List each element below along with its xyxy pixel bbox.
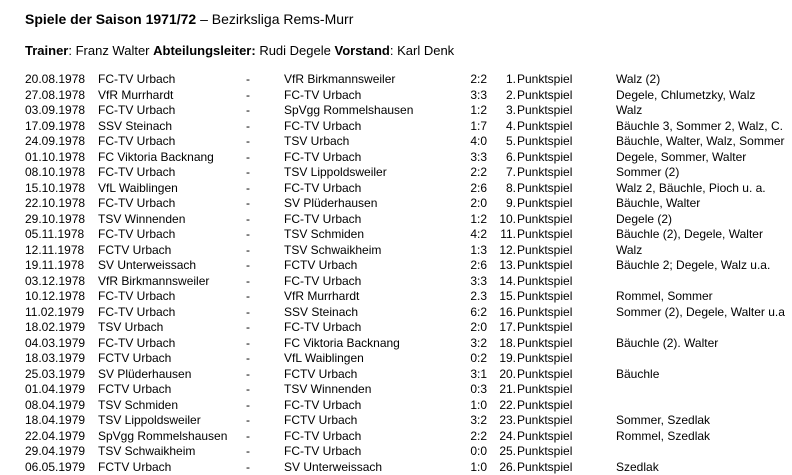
vorstand-name: : Karl Denk <box>390 43 454 58</box>
game-score: 1:3 <box>447 243 487 259</box>
home-team: SV Unterweissach <box>98 258 196 274</box>
round-number: 2. <box>480 88 516 104</box>
game-score: 3:2 <box>447 336 487 352</box>
game-row <box>0 103 792 119</box>
game-row <box>0 119 792 135</box>
home-team: TSV Schmiden <box>98 398 178 414</box>
score-separator: - <box>246 243 250 259</box>
game-row <box>0 413 792 429</box>
leiter-name: Rudi Degele <box>256 43 335 58</box>
home-team: FC Viktoria Backnang <box>98 150 214 166</box>
home-team: TSV Urbach <box>98 320 163 336</box>
game-type: Punktspiel <box>517 274 572 290</box>
away-team: FC Viktoria Backnang <box>284 336 400 352</box>
home-team: SSV Steinach <box>98 119 172 135</box>
game-row <box>0 429 792 445</box>
game-row <box>0 305 792 321</box>
round-number: 25. <box>480 444 516 460</box>
game-type: Punktspiel <box>517 243 572 259</box>
game-date: 08.04.1979 <box>25 398 85 414</box>
home-team: FCTV Urbach <box>98 351 171 367</box>
goal-scorers: Sommer (2), Degele, Walter u.a <box>616 305 785 321</box>
game-type: Punktspiel <box>517 429 572 445</box>
trainer-label: Trainer <box>25 43 68 58</box>
game-score: 4:0 <box>447 134 487 150</box>
game-score: 4:2 <box>447 227 487 243</box>
away-team: SSV Steinach <box>284 305 358 321</box>
game-row <box>0 320 792 336</box>
game-type: Punktspiel <box>517 165 572 181</box>
away-team: FC-TV Urbach <box>284 398 361 414</box>
round-number: 10. <box>480 212 516 228</box>
away-team: FC-TV Urbach <box>284 181 361 197</box>
game-type: Punktspiel <box>517 227 572 243</box>
goal-scorers: Degele, Sommer, Walter <box>616 150 746 166</box>
goal-scorers: Bäuchle <box>616 367 659 383</box>
score-separator: - <box>246 181 250 197</box>
home-team: TSV Winnenden <box>98 212 185 228</box>
game-date: 03.12.1978 <box>25 274 85 290</box>
game-date: 08.10.1978 <box>25 165 85 181</box>
game-row <box>0 196 792 212</box>
game-row <box>0 72 792 88</box>
score-separator: - <box>246 429 250 445</box>
away-team: FCTV Urbach <box>284 258 357 274</box>
game-score: 6:2 <box>447 305 487 321</box>
score-separator: - <box>246 444 250 460</box>
game-type: Punktspiel <box>517 305 572 321</box>
goal-scorers: Szedlak <box>616 460 659 475</box>
round-number: 21. <box>480 382 516 398</box>
round-number: 20. <box>480 367 516 383</box>
game-date: 01.04.1979 <box>25 382 85 398</box>
round-number: 8. <box>480 181 516 197</box>
game-row <box>0 336 792 352</box>
game-date: 10.12.1978 <box>25 289 85 305</box>
goal-scorers: Rommel, Szedlak <box>616 429 710 445</box>
game-score: 0:3 <box>447 382 487 398</box>
game-score: 2:6 <box>447 181 487 197</box>
home-team: FC-TV Urbach <box>98 305 175 321</box>
score-separator: - <box>246 460 250 475</box>
game-date: 27.08.1978 <box>25 88 85 104</box>
game-date: 18.03.1979 <box>25 351 85 367</box>
game-date: 20.08.1978 <box>25 72 85 88</box>
away-team: TSV Schmiden <box>284 227 364 243</box>
away-team: FC-TV Urbach <box>284 150 361 166</box>
game-date: 29.04.1979 <box>25 444 85 460</box>
goal-scorers: Walz <box>616 243 642 259</box>
score-separator: - <box>246 382 250 398</box>
game-type: Punktspiel <box>517 181 572 197</box>
game-date: 22.10.1978 <box>25 196 85 212</box>
home-team: FC-TV Urbach <box>98 134 175 150</box>
home-team: FCTV Urbach <box>98 243 171 259</box>
round-number: 16. <box>480 305 516 321</box>
game-date: 18.02.1979 <box>25 320 85 336</box>
home-team: FC-TV Urbach <box>98 289 175 305</box>
game-score: 3:3 <box>447 150 487 166</box>
game-row <box>0 460 792 475</box>
home-team: SpVgg Rommelshausen <box>98 429 227 445</box>
game-score: 3:3 <box>447 88 487 104</box>
goal-scorers: Bäuchle 2; Degele, Walz u.a. <box>616 258 770 274</box>
score-separator: - <box>246 212 250 228</box>
game-row <box>0 274 792 290</box>
game-type: Punktspiel <box>517 150 572 166</box>
goal-scorers: Bäuchle (2), Degele, Walter <box>616 227 763 243</box>
game-row <box>0 212 792 228</box>
game-score: 2:2 <box>447 429 487 445</box>
away-team: FC-TV Urbach <box>284 88 361 104</box>
game-date: 17.09.1978 <box>25 119 85 135</box>
score-separator: - <box>246 150 250 166</box>
away-team: TSV Lippoldsweiler <box>284 165 387 181</box>
goal-scorers: Bäuchle (2). Walter <box>616 336 718 352</box>
score-separator: - <box>246 165 250 181</box>
round-number: 4. <box>480 119 516 135</box>
round-number: 9. <box>480 196 516 212</box>
game-score: 2.3 <box>447 289 487 305</box>
goal-scorers: Bäuchle 3, Sommer 2, Walz, C. <box>616 119 783 135</box>
score-separator: - <box>246 305 250 321</box>
game-score: 0:0 <box>447 444 487 460</box>
game-row <box>0 227 792 243</box>
round-number: 26. <box>480 460 516 475</box>
away-team: SpVgg Rommelshausen <box>284 103 413 119</box>
game-type: Punktspiel <box>517 382 572 398</box>
goal-scorers: Sommer, Szedlak <box>616 413 710 429</box>
home-team: VfR Birkmannsweiler <box>98 274 209 290</box>
score-separator: - <box>246 367 250 383</box>
game-type: Punktspiel <box>517 367 572 383</box>
round-number: 3. <box>480 103 516 119</box>
score-separator: - <box>246 134 250 150</box>
goal-scorers: Walz <box>616 103 642 119</box>
home-team: FCTV Urbach <box>98 382 171 398</box>
home-team: FC-TV Urbach <box>98 103 175 119</box>
home-team: VfL Waiblingen <box>98 181 178 197</box>
game-row <box>0 88 792 104</box>
season-title: Spiele der Saison 1971/72 <box>25 11 196 27</box>
game-date: 04.03.1979 <box>25 336 85 352</box>
leiter-label: Abteilungsleiter: <box>153 43 256 58</box>
game-row <box>0 134 792 150</box>
score-separator: - <box>246 274 250 290</box>
away-team: SV Unterweissach <box>284 460 382 475</box>
game-row <box>0 150 792 166</box>
game-date: 06.05.1979 <box>25 460 85 475</box>
game-date: 19.11.1978 <box>25 258 84 274</box>
score-separator: - <box>246 351 250 367</box>
league-subtitle: – Bezirksliga Rems-Murr <box>196 11 353 27</box>
document-title <box>25 11 353 27</box>
goal-scorers: Rommel, Sommer <box>616 289 713 305</box>
score-separator: - <box>246 227 250 243</box>
game-row <box>0 367 792 383</box>
game-date: 29.10.1978 <box>25 212 85 228</box>
away-team: FC-TV Urbach <box>284 274 361 290</box>
game-date: 18.04.1979 <box>25 413 85 429</box>
away-team: VfR Birkmannsweiler <box>284 72 395 88</box>
game-date: 05.11.1978 <box>25 227 84 243</box>
goal-scorers: Degele (2) <box>616 212 672 228</box>
round-number: 13. <box>480 258 516 274</box>
game-type: Punktspiel <box>517 320 572 336</box>
goal-scorers: Degele, Chlumetzky, Walz <box>616 88 755 104</box>
game-date: 24.09.1978 <box>25 134 85 150</box>
game-row <box>0 181 792 197</box>
game-row <box>0 351 792 367</box>
game-row <box>0 165 792 181</box>
round-number: 12. <box>480 243 516 259</box>
home-team: FC-TV Urbach <box>98 227 175 243</box>
away-team: VfL Waiblingen <box>284 351 364 367</box>
away-team: TSV Urbach <box>284 134 349 150</box>
vorstand-label: Vorstand <box>334 43 389 58</box>
game-score: 1:0 <box>447 398 487 414</box>
games-list <box>0 72 792 475</box>
score-separator: - <box>246 103 250 119</box>
round-number: 15. <box>480 289 516 305</box>
score-separator: - <box>246 258 250 274</box>
away-team: FC-TV Urbach <box>284 429 361 445</box>
game-date: 11.02.1979 <box>25 305 84 321</box>
home-team: FCTV Urbach <box>98 460 171 475</box>
game-score: 1:7 <box>447 119 487 135</box>
game-row <box>0 258 792 274</box>
game-date: 12.11.1978 <box>25 243 84 259</box>
round-number: 6. <box>480 150 516 166</box>
away-team: FC-TV Urbach <box>284 444 361 460</box>
game-score: 3:2 <box>447 413 487 429</box>
round-number: 22. <box>480 398 516 414</box>
game-type: Punktspiel <box>517 72 572 88</box>
score-separator: - <box>246 72 250 88</box>
game-score: 1:2 <box>447 103 487 119</box>
game-type: Punktspiel <box>517 413 572 429</box>
staff-line <box>25 43 454 58</box>
round-number: 1. <box>480 72 516 88</box>
game-score: 0:2 <box>447 351 487 367</box>
away-team: FC-TV Urbach <box>284 320 361 336</box>
game-score: 2:0 <box>447 320 487 336</box>
game-row <box>0 398 792 414</box>
game-score: 2:0 <box>447 196 487 212</box>
round-number: 5. <box>480 134 516 150</box>
game-row <box>0 382 792 398</box>
round-number: 23. <box>480 413 516 429</box>
game-type: Punktspiel <box>517 398 572 414</box>
game-date: 22.04.1979 <box>25 429 85 445</box>
round-number: 7. <box>480 165 516 181</box>
home-team: TSV Lippoldsweiler <box>98 413 201 429</box>
away-team: FC-TV Urbach <box>284 119 361 135</box>
goal-scorers: Bäuchle, Walter <box>616 196 700 212</box>
goal-scorers: Sommer (2) <box>616 165 679 181</box>
away-team: FC-TV Urbach <box>284 212 361 228</box>
away-team: FCTV Urbach <box>284 413 357 429</box>
game-type: Punktspiel <box>517 212 572 228</box>
away-team: VfR Murrhardt <box>284 289 359 305</box>
away-team: TSV Winnenden <box>284 382 371 398</box>
round-number: 17. <box>480 320 516 336</box>
away-team: TSV Schwaikheim <box>284 243 381 259</box>
game-type: Punktspiel <box>517 88 572 104</box>
game-score: 3:1 <box>447 367 487 383</box>
game-row <box>0 289 792 305</box>
game-score: 2:2 <box>447 165 487 181</box>
game-type: Punktspiel <box>517 444 572 460</box>
game-date: 03.09.1978 <box>25 103 85 119</box>
game-type: Punktspiel <box>517 119 572 135</box>
away-team: SV Plüderhausen <box>284 196 377 212</box>
round-number: 18. <box>480 336 516 352</box>
score-separator: - <box>246 398 250 414</box>
game-date: 01.10.1978 <box>25 150 85 166</box>
home-team: VfR Murrhardt <box>98 88 173 104</box>
score-separator: - <box>246 196 250 212</box>
game-score: 2:2 <box>447 72 487 88</box>
game-type: Punktspiel <box>517 460 572 475</box>
score-separator: - <box>246 289 250 305</box>
game-type: Punktspiel <box>517 351 572 367</box>
game-type: Punktspiel <box>517 103 572 119</box>
score-separator: - <box>246 413 250 429</box>
goal-scorers: Walz 2, Bäuchle, Pioch u. a. <box>616 181 766 197</box>
game-type: Punktspiel <box>517 336 572 352</box>
round-number: 11. <box>480 227 516 243</box>
game-score: 3:3 <box>447 274 487 290</box>
score-separator: - <box>246 119 250 135</box>
round-number: 19. <box>480 351 516 367</box>
home-team: FC-TV Urbach <box>98 336 175 352</box>
game-type: Punktspiel <box>517 258 572 274</box>
game-type: Punktspiel <box>517 196 572 212</box>
home-team: SV Plüderhausen <box>98 367 191 383</box>
home-team: FC-TV Urbach <box>98 72 175 88</box>
game-date: 15.10.1978 <box>25 181 85 197</box>
home-team: FC-TV Urbach <box>98 196 175 212</box>
game-row <box>0 243 792 259</box>
trainer-name: : Franz Walter <box>68 43 153 58</box>
score-separator: - <box>246 88 250 104</box>
home-team: FC-TV Urbach <box>98 165 175 181</box>
game-score: 1:2 <box>447 212 487 228</box>
game-score: 1:0 <box>447 460 487 475</box>
score-separator: - <box>246 320 250 336</box>
round-number: 24. <box>480 429 516 445</box>
round-number: 14. <box>480 274 516 290</box>
away-team: FCTV Urbach <box>284 367 357 383</box>
game-row <box>0 444 792 460</box>
game-type: Punktspiel <box>517 134 572 150</box>
goal-scorers: Bäuchle, Walter, Walz, Sommer <box>616 134 785 150</box>
game-score: 2:6 <box>447 258 487 274</box>
goal-scorers: Walz (2) <box>616 72 660 88</box>
game-date: 25.03.1979 <box>25 367 85 383</box>
score-separator: - <box>246 336 250 352</box>
home-team: TSV Schwaikheim <box>98 444 195 460</box>
game-type: Punktspiel <box>517 289 572 305</box>
